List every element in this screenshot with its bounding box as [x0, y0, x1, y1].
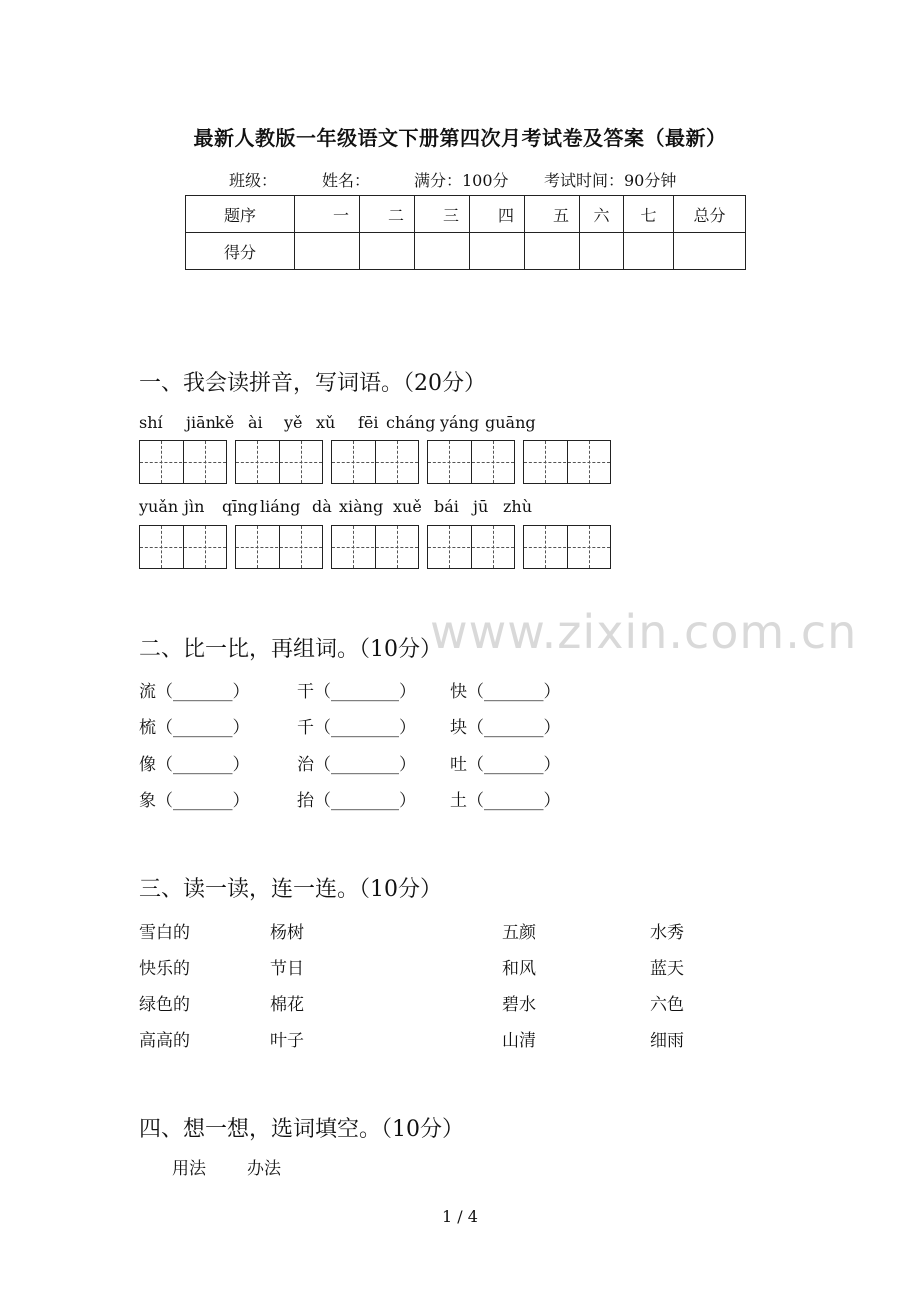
- score-cell[interactable]: [674, 233, 746, 270]
- writing-grid[interactable]: [427, 525, 515, 569]
- header-cell: 七: [624, 196, 674, 233]
- score-table-row: [186, 233, 746, 270]
- match-word[interactable]: 碧水: [502, 995, 536, 1015]
- match-word[interactable]: 水秀: [650, 923, 684, 943]
- score-cell[interactable]: [580, 233, 624, 270]
- pinyin: yě: [284, 413, 303, 432]
- watermark: www.zixin.com.cn: [430, 605, 858, 659]
- grid-divider: [567, 526, 568, 568]
- pinyin: xiàng: [339, 497, 384, 516]
- writing-grid[interactable]: [427, 440, 515, 484]
- pinyin: jū: [473, 497, 489, 516]
- grid-guide-line: [257, 441, 258, 483]
- page-number: 1 / 4: [442, 1207, 478, 1226]
- char-blank[interactable]: 吐（_______）: [450, 755, 561, 775]
- grid-guide-line: [257, 526, 258, 568]
- match-word[interactable]: 五颜: [502, 923, 536, 943]
- pinyin: bái: [434, 497, 459, 516]
- score-table-header-row: [186, 196, 746, 233]
- score-cell[interactable]: [295, 233, 360, 270]
- header-cell: 六: [580, 196, 624, 233]
- header-cell: 四: [470, 196, 525, 233]
- match-word[interactable]: 节日: [270, 959, 304, 979]
- header-cell: 总分: [674, 196, 746, 233]
- pinyin: jiān: [186, 413, 216, 432]
- exam-time: 考试时间：90分钟: [544, 171, 677, 190]
- full-score: 满分：100分: [414, 171, 509, 190]
- score-cell[interactable]: [415, 233, 470, 270]
- match-word[interactable]: 和风: [502, 959, 536, 979]
- char-blank[interactable]: 像（_______）: [139, 755, 250, 775]
- match-word[interactable]: 蓝天: [650, 959, 684, 979]
- char-blank[interactable]: 千（________）: [297, 718, 416, 738]
- grid-divider: [567, 441, 568, 483]
- char-blank[interactable]: 快（_______）: [450, 682, 561, 702]
- writing-grid[interactable]: [235, 440, 323, 484]
- class-label: 班级：: [229, 171, 278, 190]
- grid-guide-line: [161, 526, 162, 568]
- match-word[interactable]: 棉花: [270, 995, 304, 1015]
- pinyin: cháng: [386, 413, 436, 432]
- name-label: 姓名：: [322, 171, 371, 190]
- grid-guide-line: [301, 441, 302, 483]
- grid-guide-line: [589, 526, 590, 568]
- writing-grid[interactable]: [331, 440, 419, 484]
- pinyin: fēi: [358, 413, 379, 432]
- grid-divider: [375, 441, 376, 483]
- grid-guide-line: [205, 526, 206, 568]
- pinyin: ài: [248, 413, 263, 432]
- char-blank[interactable]: 象（_______）: [139, 791, 250, 811]
- pinyin: jìn: [184, 497, 205, 516]
- pinyin: zhù: [503, 497, 533, 516]
- writing-grid[interactable]: [331, 525, 419, 569]
- grid-guide-line: [545, 526, 546, 568]
- match-word[interactable]: 雪白的: [139, 923, 190, 943]
- char-blank[interactable]: 块（_______）: [450, 718, 561, 738]
- match-word[interactable]: 六色: [650, 995, 684, 1015]
- match-word[interactable]: 叶子: [270, 1031, 304, 1051]
- pinyin: yuǎn: [139, 497, 179, 516]
- section4-heading: 四、想一想，选词填空。（10分）: [139, 1117, 464, 1142]
- char-blank[interactable]: 治（________）: [297, 755, 416, 775]
- grid-divider: [471, 441, 472, 483]
- grid-guide-line: [449, 526, 450, 568]
- grid-guide-line: [545, 441, 546, 483]
- header-cell: 三: [415, 196, 470, 233]
- header-cell: 五: [525, 196, 580, 233]
- choice-word: 用法: [172, 1159, 206, 1179]
- pinyin: shí: [139, 413, 163, 432]
- pinyin: qīng: [222, 497, 258, 516]
- char-blank[interactable]: 流（_______）: [139, 682, 250, 702]
- match-word[interactable]: 细雨: [650, 1031, 684, 1051]
- pinyin: xǔ: [316, 413, 336, 432]
- grid-guide-line: [397, 441, 398, 483]
- char-blank[interactable]: 干（________）: [297, 682, 416, 702]
- grid-divider: [183, 441, 184, 483]
- pinyin: kě: [215, 413, 235, 432]
- grid-guide-line: [161, 441, 162, 483]
- score-cell[interactable]: [470, 233, 525, 270]
- row-label: 得分: [186, 233, 295, 270]
- grid-guide-line: [301, 526, 302, 568]
- grid-guide-line: [397, 526, 398, 568]
- section3-heading: 三、读一读，连一连。（10分）: [139, 877, 442, 902]
- match-word[interactable]: 绿色的: [139, 995, 190, 1015]
- section2-heading: 二、比一比，再组词。（10分）: [139, 637, 442, 662]
- writing-grid[interactable]: [523, 440, 611, 484]
- match-word[interactable]: 高高的: [139, 1031, 190, 1051]
- grid-guide-line: [449, 441, 450, 483]
- match-word[interactable]: 杨树: [270, 923, 304, 943]
- score-cell[interactable]: [624, 233, 674, 270]
- grid-divider: [471, 526, 472, 568]
- pinyin: xuě: [393, 497, 422, 516]
- writing-grid[interactable]: [523, 525, 611, 569]
- char-blank[interactable]: 土（_______）: [450, 791, 561, 811]
- grid-guide-line: [205, 441, 206, 483]
- grid-guide-line: [493, 526, 494, 568]
- choice-word: 办法: [247, 1159, 281, 1179]
- score-cell[interactable]: [360, 233, 415, 270]
- grid-divider: [183, 526, 184, 568]
- writing-grid[interactable]: [139, 440, 227, 484]
- header-cell: 题序: [186, 196, 295, 233]
- match-word[interactable]: 快乐的: [139, 959, 190, 979]
- char-blank[interactable]: 梳（_______）: [139, 718, 250, 738]
- pinyin: dà: [312, 497, 332, 516]
- pinyin: guāng: [485, 413, 536, 432]
- score-table: [185, 195, 746, 270]
- header-cell: 二: [360, 196, 415, 233]
- section1-heading: 一、我会读拼音，写词语。（20分）: [139, 371, 486, 396]
- header-cell: 一: [295, 196, 360, 233]
- page-title: 最新人教版一年级语文下册第四次月考试卷及答案（最新）: [193, 126, 727, 150]
- score-cell[interactable]: [525, 233, 580, 270]
- grid-divider: [375, 526, 376, 568]
- pinyin: yáng: [440, 413, 480, 432]
- grid-guide-line: [493, 441, 494, 483]
- grid-guide-line: [353, 526, 354, 568]
- writing-grid[interactable]: [139, 525, 227, 569]
- pinyin: liáng: [260, 497, 301, 516]
- grid-guide-line: [589, 441, 590, 483]
- char-blank[interactable]: 抬（________）: [297, 791, 416, 811]
- grid-divider: [279, 441, 280, 483]
- grid-divider: [279, 526, 280, 568]
- match-word[interactable]: 山清: [502, 1031, 536, 1051]
- writing-grid[interactable]: [235, 525, 323, 569]
- grid-guide-line: [353, 441, 354, 483]
